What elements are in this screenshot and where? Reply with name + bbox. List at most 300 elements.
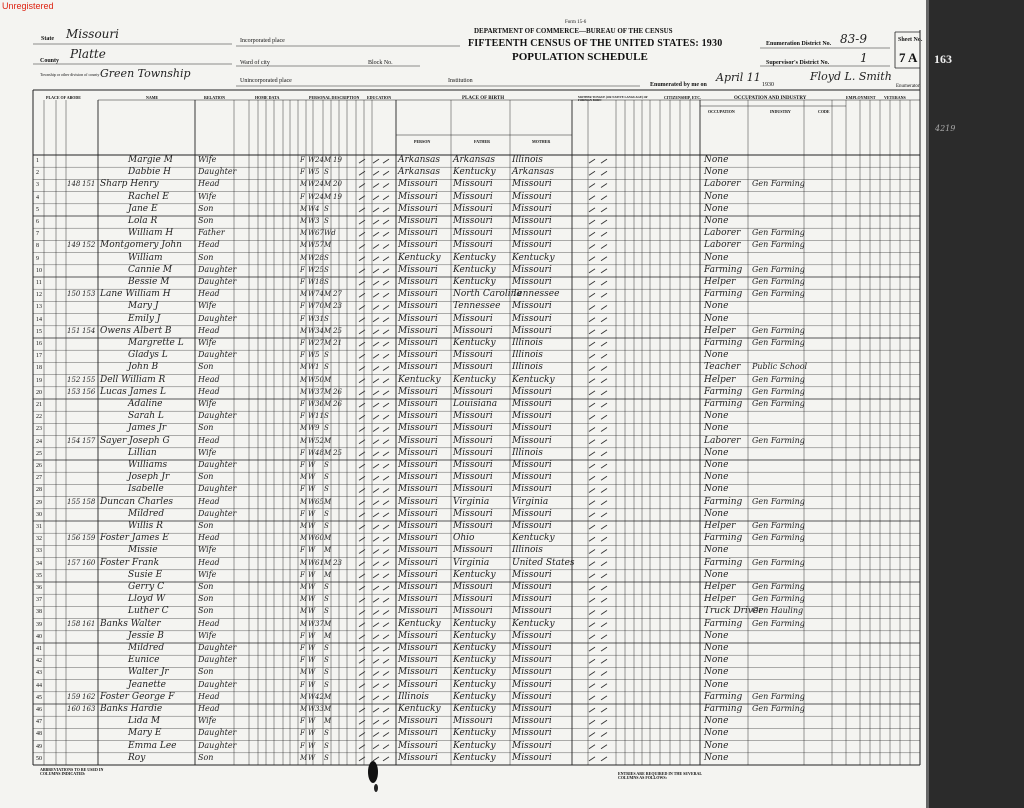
birthplace-person: Missouri — [398, 606, 438, 617]
age: 33 — [315, 705, 324, 713]
birthplace-person: Arkansas — [398, 155, 441, 165]
race: W — [308, 583, 316, 591]
occupation: None — [704, 655, 729, 666]
marital-status: S — [324, 473, 329, 482]
marital-status: M — [324, 546, 332, 555]
race: W — [308, 180, 316, 189]
birthplace-person: Missouri — [398, 521, 438, 531]
relation: Son — [198, 203, 214, 213]
occupation: Helper — [704, 374, 736, 385]
birthplace-person: Missouri — [398, 423, 438, 434]
industry: Gen Farming — [752, 289, 805, 299]
relation: Son — [198, 362, 214, 372]
occupation: None — [704, 472, 729, 483]
marital-status: S — [324, 278, 329, 286]
birthplace-person: Missouri — [398, 460, 438, 470]
industry: Gen Farming — [752, 618, 805, 628]
marital-status: M — [324, 375, 332, 384]
age: 61 — [315, 558, 324, 567]
birthplace-father: Missouri — [453, 423, 493, 434]
marital-status: M — [324, 436, 332, 445]
industry: Gen Farming — [752, 228, 805, 238]
row-number: 48 — [36, 731, 42, 738]
age: 57 — [315, 241, 324, 250]
birthplace-father: Kentucky — [453, 252, 496, 263]
age: 70 — [315, 302, 324, 311]
person-name: Jessie B — [128, 630, 164, 641]
race: W — [308, 546, 316, 555]
person-name: Lida M — [128, 716, 161, 727]
marital-status: S — [324, 204, 329, 213]
birthplace-father: Missouri — [453, 460, 493, 470]
relation: Head — [198, 704, 220, 713]
marital-status: S — [324, 412, 329, 421]
age-at-marriage: 23 — [333, 558, 342, 567]
birthplace-father: Missouri — [453, 216, 493, 226]
person-name: Emily J — [128, 313, 161, 324]
age: 5 — [315, 351, 320, 360]
occupation: None — [704, 643, 729, 653]
birthplace-mother: Missouri — [512, 472, 552, 483]
age: 50 — [315, 375, 324, 384]
row-number: 41 — [36, 646, 42, 652]
age: 34 — [315, 326, 324, 335]
row-number: 7 — [36, 231, 39, 238]
age: 37 — [315, 387, 324, 396]
race: W — [308, 253, 316, 262]
industry: Gen Hauling — [752, 606, 804, 616]
marital-status: S — [324, 729, 329, 738]
sex: M — [300, 619, 308, 628]
marital-status: M — [324, 558, 332, 567]
township-value: Green Township — [100, 67, 191, 80]
person-name: Banks Hardie — [100, 704, 163, 714]
relation: Son — [198, 472, 214, 482]
occupation: None — [704, 447, 729, 458]
row-number: 29 — [36, 499, 42, 506]
enum-district-value: 83-9 — [840, 32, 867, 46]
age: 28 — [315, 253, 324, 262]
industry: Gen Farming — [752, 264, 805, 274]
unregistered-watermark: Unregistered — [2, 1, 54, 11]
birthplace-person: Missouri — [398, 216, 438, 226]
row-number: 5 — [36, 206, 39, 213]
birthplace-father: Missouri — [453, 313, 493, 324]
industry: Gen Farming — [752, 582, 805, 591]
form-number: Form 15-6 — [565, 20, 587, 25]
marital-status: S — [324, 595, 329, 604]
birthplace-father: Kentucky — [453, 667, 496, 678]
sex: F — [300, 302, 305, 311]
birthplace-person: Missouri — [398, 301, 438, 312]
supervisor-label: Supervisor's District No. — [766, 60, 830, 66]
family-number: 155 — [82, 375, 96, 384]
birthplace-mother: Missouri — [512, 679, 552, 690]
row-number: 17 — [36, 353, 42, 360]
supervisor-value: 1 — [860, 51, 868, 65]
sex: F — [300, 717, 305, 726]
sub-person: PERSON — [414, 139, 431, 144]
birthplace-person: Missouri — [398, 557, 438, 568]
relation: Head — [198, 691, 220, 701]
birthplace-mother: Arkansas — [512, 167, 555, 178]
row-number: 34 — [36, 560, 42, 567]
industry: Gen Farming — [752, 691, 805, 701]
relation: Son — [198, 667, 214, 677]
row-number: 38 — [36, 609, 42, 616]
relation: Head — [198, 557, 220, 567]
race: W — [308, 204, 316, 213]
birthplace-father: Missouri — [453, 203, 493, 214]
dwelling-number: 158 — [67, 619, 81, 628]
sub-code: CODE — [818, 109, 830, 114]
row-number: 9 — [36, 255, 39, 262]
race: W — [308, 753, 316, 762]
birthplace-person: Missouri — [398, 679, 438, 690]
birthplace-person: Missouri — [398, 325, 438, 336]
birthplace-person: Kentucky — [398, 374, 441, 385]
age: 4 — [315, 204, 320, 213]
relation: Son — [198, 752, 214, 762]
marital-status: M — [324, 241, 332, 250]
relation: Daughter — [198, 460, 237, 469]
birthplace-mother: Missouri — [512, 484, 552, 495]
age: 24 — [315, 180, 324, 189]
birthplace-father: Kentucky — [453, 740, 496, 751]
row-number: 18 — [36, 365, 42, 372]
birthplace-person: Missouri — [398, 411, 438, 422]
birthplace-mother: Illinois — [512, 350, 543, 361]
sex: M — [300, 363, 308, 372]
sex: F — [300, 546, 305, 555]
relation: Wife — [198, 191, 217, 201]
incorporated-label: Incorporated place — [240, 38, 285, 44]
county-value: Platte — [70, 47, 106, 61]
birthplace-father: Missouri — [453, 228, 493, 239]
birthplace-father: Kentucky — [453, 277, 496, 287]
sex: M — [300, 326, 308, 335]
row-number: 16 — [36, 341, 42, 347]
person-name: Isabelle — [128, 484, 164, 495]
sex: M — [300, 607, 308, 616]
row-number: 27 — [36, 475, 42, 482]
person-name: Emma Lee — [128, 740, 177, 751]
birthplace-person: Missouri — [398, 484, 438, 495]
sex: M — [300, 436, 308, 445]
person-name: Owens Albert B — [100, 325, 172, 336]
birthplace-mother: Missouri — [512, 594, 552, 605]
industry: Gen Farming — [752, 277, 805, 286]
age-at-marriage: 23 — [333, 302, 342, 311]
race: W — [308, 229, 316, 238]
occupation: None — [704, 484, 729, 495]
person-name: Foster James E — [100, 533, 169, 544]
age: 24 — [315, 156, 324, 164]
age: 67 — [315, 229, 324, 238]
row-number: 40 — [36, 633, 42, 640]
sex: M — [300, 204, 308, 213]
marital-status: S — [324, 644, 329, 652]
marital-status: S — [324, 509, 329, 518]
relation: Daughter — [198, 167, 237, 177]
industry: Gen Farming — [752, 374, 805, 384]
birthplace-person: Missouri — [398, 728, 438, 739]
industry: Gen Farming — [752, 594, 805, 604]
race: W — [308, 619, 316, 628]
schedule-title: POPULATION SCHEDULE — [512, 51, 648, 63]
family-number: 153 — [82, 290, 96, 299]
marital-status: S — [324, 253, 329, 262]
person-name: Mildred — [128, 508, 165, 519]
dwelling-number: 152 — [67, 375, 81, 384]
marital-status: Wd — [324, 229, 336, 238]
row-number: 19 — [36, 377, 42, 384]
sex: F — [300, 351, 305, 360]
row-number: 21 — [36, 402, 42, 408]
birthplace-mother: Missouri — [512, 399, 552, 409]
col-place-of-abode: PLACE OF ABODE — [46, 95, 81, 100]
sex: F — [300, 570, 305, 579]
abbreviation-title: ABBREVIATIONS TO BE USED IN COLUMNS INDICATED: — [40, 767, 104, 776]
dwelling-number: 151 — [67, 326, 81, 335]
person-name: Willis R — [128, 521, 163, 531]
industry: Gen Farming — [752, 386, 805, 396]
row-number: 11 — [36, 280, 42, 286]
age: 9 — [315, 424, 320, 433]
person-name: Eunice — [128, 655, 160, 666]
race: W — [308, 631, 316, 640]
birthplace-person: Missouri — [398, 740, 438, 751]
family-number: 154 — [82, 326, 96, 335]
birthplace-person: Missouri — [398, 594, 438, 605]
race: W — [308, 680, 316, 689]
relation: Daughter — [198, 643, 237, 652]
family-number: 160 — [82, 558, 96, 567]
row-number: 4 — [36, 194, 39, 201]
family-number: 161 — [82, 619, 96, 628]
person-name: Lloyd W — [128, 594, 166, 605]
sex: M — [300, 692, 308, 701]
person-name: Margie M — [128, 155, 173, 165]
row-number: 6 — [36, 219, 39, 225]
sex: F — [300, 168, 305, 177]
marital-status: M — [324, 631, 332, 640]
row-number: 22 — [36, 414, 42, 421]
occupation: None — [704, 545, 729, 556]
age: 31 — [315, 314, 324, 323]
marital-status: S — [324, 741, 329, 750]
occupation: Farming — [704, 386, 743, 397]
row-number: 15 — [36, 328, 42, 335]
occupation: Laborer — [704, 228, 741, 239]
birthplace-mother: Kentucky — [512, 374, 555, 385]
page-stamp: 163 — [934, 52, 952, 66]
birthplace-father: Missouri — [453, 508, 493, 519]
person-name: Jane E — [128, 203, 158, 214]
ink-blot — [368, 761, 378, 783]
occupation: Farming — [704, 691, 743, 702]
relation: Head — [198, 325, 220, 335]
marital-status: M — [324, 400, 332, 408]
person-name: Montgomery John — [100, 240, 182, 251]
marital-status: M — [324, 339, 332, 347]
age: 37 — [315, 619, 324, 628]
age-at-marriage: 26 — [333, 387, 342, 396]
race: W — [308, 607, 316, 616]
row-number: 42 — [36, 658, 42, 665]
dwelling-number: 155 — [67, 497, 81, 506]
relation: Daughter — [198, 508, 237, 518]
occupation: None — [704, 203, 729, 214]
birthplace-person: Missouri — [398, 179, 438, 190]
occupation: Laborer — [704, 179, 741, 190]
family-number: 152 — [82, 241, 96, 250]
birthplace-father: Missouri — [453, 362, 493, 373]
person-name: Luther C — [128, 606, 169, 617]
person-name: Rachel E — [128, 191, 169, 202]
race: W — [308, 156, 316, 164]
relation: Son — [198, 423, 214, 433]
relation: Wife — [198, 338, 217, 347]
family-number: 158 — [82, 497, 96, 506]
marital-status: S — [324, 314, 329, 323]
birthplace-person: Missouri — [398, 496, 438, 507]
birthplace-father: Missouri — [453, 447, 493, 458]
occupation: None — [704, 216, 729, 226]
sex: M — [300, 522, 308, 530]
marital-status: S — [324, 363, 329, 372]
occupation: None — [704, 728, 729, 739]
family-number: 163 — [82, 705, 96, 713]
row-number: 25 — [36, 450, 42, 457]
race: W — [308, 741, 316, 750]
row-number: 8 — [36, 243, 39, 250]
birthplace-mother: Missouri — [512, 704, 552, 714]
birthplace-person: Missouri — [398, 240, 438, 251]
birthplace-person: Arkansas — [398, 167, 441, 178]
birthplace-father: Kentucky — [453, 643, 496, 653]
sex: F — [300, 509, 305, 518]
occupation: Laborer — [704, 435, 741, 446]
person-name: Williams — [128, 460, 168, 470]
relation: Daughter — [198, 728, 237, 738]
birthplace-mother: Missouri — [512, 179, 552, 190]
person-name: Adaline — [128, 399, 163, 409]
birthplace-mother: Kentucky — [512, 252, 555, 263]
race: W — [308, 448, 316, 457]
sex: F — [300, 156, 305, 164]
township-label: Township or other division of county — [40, 72, 100, 77]
person-name: Gladys L — [128, 350, 168, 361]
marital-status: M — [324, 302, 332, 311]
race: W — [308, 668, 316, 677]
race: W — [308, 461, 316, 469]
age-at-marriage: 19 — [333, 192, 342, 201]
person-name: Lucas James L — [100, 386, 166, 397]
occupation: None — [704, 716, 729, 727]
sex: M — [300, 387, 308, 396]
sex: F — [300, 680, 305, 689]
birthplace-person: Missouri — [398, 667, 438, 678]
birthplace-person: Missouri — [398, 228, 438, 239]
sex: M — [300, 534, 308, 543]
dwelling-number: 150 — [67, 290, 81, 299]
birthplace-person: Missouri — [398, 533, 438, 544]
enumerated-date: April 11 — [716, 71, 761, 84]
sex: M — [300, 583, 308, 591]
race: W — [308, 656, 316, 665]
relation: Son — [198, 216, 214, 225]
birthplace-father: Kentucky — [453, 374, 496, 385]
sex: F — [300, 485, 305, 494]
birthplace-mother: Illinois — [512, 545, 543, 556]
race: W — [308, 375, 316, 384]
race: W — [308, 534, 316, 543]
birthplace-person: Missouri — [398, 191, 438, 202]
relation: Daughter — [198, 655, 237, 665]
person-name: Joseph Jr — [128, 472, 170, 483]
age: 18 — [315, 278, 324, 286]
birthplace-person: Missouri — [398, 752, 438, 763]
occupation: Farming — [704, 618, 743, 629]
row-number: 2 — [36, 170, 39, 177]
birthplace-father: Missouri — [453, 386, 493, 397]
person-name: William H — [128, 228, 174, 239]
occupation: Helper — [704, 325, 736, 336]
birthplace-mother: Missouri — [512, 313, 552, 324]
person-name: Sarah L — [128, 411, 164, 422]
birthplace-mother: Missouri — [512, 728, 552, 739]
birthplace-father: Kentucky — [453, 728, 496, 739]
birthplace-person: Kentucky — [398, 252, 441, 263]
birthplace-mother: Missouri — [512, 386, 552, 397]
marital-status: M — [324, 497, 332, 506]
person-name: Lola R — [128, 216, 158, 226]
county-label: County — [40, 58, 60, 64]
person-name: Gerry C — [128, 582, 164, 592]
age-at-marriage: 21 — [333, 339, 342, 347]
relation: Daughter — [198, 484, 237, 494]
birthplace-mother: Missouri — [512, 740, 552, 751]
race: W — [308, 436, 316, 445]
race: W — [308, 473, 316, 482]
race: W — [308, 595, 316, 604]
relation: Head — [198, 533, 220, 543]
row-number: 47 — [36, 719, 42, 726]
marital-status: S — [324, 583, 329, 591]
birthplace-person: Missouri — [398, 472, 438, 483]
race: W — [308, 729, 316, 738]
person-name: Susie E — [128, 569, 163, 580]
marital-status: M — [324, 692, 332, 701]
age: 24 — [315, 192, 324, 201]
birthplace-mother: Missouri — [512, 411, 552, 422]
race: W — [308, 497, 316, 506]
birthplace-person: Missouri — [398, 264, 438, 275]
row-number: 33 — [36, 548, 42, 555]
marital-status: S — [324, 656, 329, 665]
relation: Head — [198, 618, 220, 628]
col-occupation: OCCUPATION AND INDUSTRY — [734, 96, 807, 101]
occupation: None — [704, 630, 729, 641]
occupation: None — [704, 679, 729, 690]
birthplace-person: Missouri — [398, 716, 438, 727]
col-employment: EMPLOYMENT — [846, 95, 876, 100]
marital-status: S — [324, 607, 329, 616]
birthplace-mother: Missouri — [512, 630, 552, 641]
birthplace-mother: Missouri — [512, 569, 552, 580]
race: W — [308, 217, 316, 225]
